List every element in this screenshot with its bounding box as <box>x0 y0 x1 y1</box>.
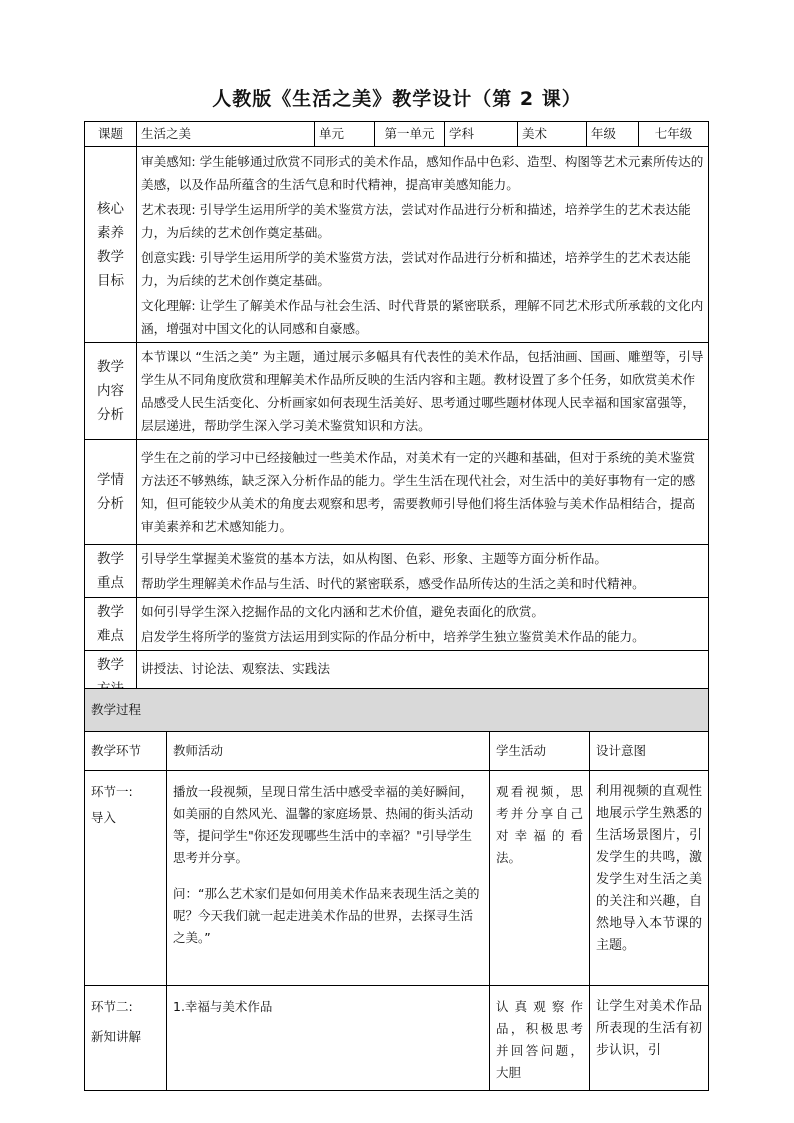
grade-value: 七年级 <box>639 122 709 147</box>
section-content <box>137 440 709 545</box>
column-header: 设计意图 <box>590 732 709 771</box>
column-header: 学生活动 <box>490 732 590 771</box>
stage-title: 环节二: <box>91 999 133 1014</box>
paragraph: 问：“那么艺术家们是如何用美术作品来表现生活之美的呢？今天我们就一起走进美术作品的世界，去探寻生活之美。” <box>173 886 480 945</box>
paragraph: 文化理解: 让学生了解美术作品与社会生活、时代背景的紧密联系，理解不同艺术形式所承载的文化内涵，增强对中国文化的认同感和自豪感。 <box>141 297 704 336</box>
section-content <box>137 147 709 343</box>
section-key-points <box>85 545 709 598</box>
design-intent: 利用视频的直观性地展示学生熟悉的生活场景图片，引发学生的共鸣，激发学生对生活之美的关注和兴趣，自然地导入本节课的主题。 <box>590 771 709 986</box>
section-label: 教学 内容 分析 <box>85 343 137 440</box>
paragraph: 创意实践: 引导学生运用所学的美术鉴赏方法，尝试对作品进行分析和描述，培养学生的艺术表达能力，为后续的艺术创作奠定基础。 <box>141 249 691 288</box>
section-label: 核心 素养 教学 目标 <box>85 147 137 343</box>
process-heading: 教学过程 <box>85 689 709 732</box>
paragraph: 艺术表现: 引导学生运用所学的美术鉴赏方法，尝试对作品进行分析和描述，培养学生的艺术表达能力，为后续的艺术创作奠定基础。 <box>141 201 691 240</box>
paragraph: 审美感知: 学生能够通过欣赏不同形式的美术作品，感知作品中色彩、造型、构图等艺术元素所传达的美感，以及作品所蕴含的生活气息和时代精神，提高审美感知能力。 <box>141 153 704 192</box>
subject-value: 美术 <box>518 122 587 147</box>
student-activity: 认真观察作品，积极思考并回答问题，大胆 <box>490 986 590 1091</box>
stage-title: 环节一: <box>91 784 133 799</box>
process-heading-row <box>85 689 709 732</box>
paragraph: 播放一段视频，呈现日常生活中感受幸福的美好瞬间，如美丽的自然风光、温馨的家庭场景、热闹的街头活动等，提问学生"你还发现哪些生活中的幸福？"引导学生思考并分享。 <box>173 784 474 865</box>
stage-name: 导入 <box>91 810 117 825</box>
unit-value: 第一单元 <box>375 122 445 147</box>
process-column-header <box>85 732 709 771</box>
teacher-activity <box>167 986 490 1091</box>
section-content <box>137 343 709 440</box>
section-label: 学情 分析 <box>85 440 137 545</box>
section-learner-analysis <box>85 440 709 545</box>
paragraph: 讲授法、讨论法、观察法、实践法 <box>141 661 330 676</box>
paragraph: 1.幸福与美术作品 <box>173 999 273 1014</box>
student-activity: 观看视频，思考并分享自己对幸福的看法。 <box>490 771 590 986</box>
process-row-intro <box>85 771 709 986</box>
stage-cell <box>85 771 167 986</box>
teaching-process-table <box>84 688 709 1091</box>
section-label: 教学 难点 <box>85 598 137 651</box>
paragraph: 如何引导学生深入挖掘作品的文化内涵和艺术价值，避免表面化的欣赏。 <box>141 604 544 619</box>
process-row-new-knowledge <box>85 986 709 1091</box>
topic-value: 生活之美 <box>137 122 315 147</box>
column-header: 教师活动 <box>167 732 490 771</box>
section-label: 教学 重点 <box>85 545 137 598</box>
stage-cell <box>85 986 167 1091</box>
section-label: 教学 <box>85 651 137 703</box>
stage-name: 新知讲解 <box>91 1029 142 1044</box>
topic-label: 课题 <box>85 122 137 147</box>
unit-label: 单元 <box>315 122 375 147</box>
section-content <box>137 545 709 598</box>
section-content-analysis <box>85 343 709 440</box>
section-difficulties <box>85 598 709 651</box>
section-core-goals <box>85 147 709 343</box>
paragraph: 学生在之前的学习中已经接触过一些美术作品，对美术有一定的兴趣和基础，但对于系统的美术鉴赏方法还不够熟练，缺乏深入分析作品的能力。学生生活在现代社会，对生活中的美好事物有一定的感知，但可能较少从美术的角度去观察和思考，需要教师引导他们将生活体验与美术作品相结合，提高审美素养和艺术感知能力。 <box>141 450 696 534</box>
paragraph: 本节课以 “生活之美” 为主题，通过展示多幅具有代表性的美术作品，包括油画、国画、雕塑等，引导学生从不同角度欣赏和理解美术作品所反映的生活内容和主题。教材设置了多个任务，如欣赏美术作品感受人民生活变化、分析画家如何表现生活美好、思考通过哪些题材体现人民幸福和国家富强等，层层递进，帮助学生深入学习美术鉴赏知识和方法。 <box>141 349 704 433</box>
teacher-activity <box>167 771 490 986</box>
column-header: 教学环节 <box>85 732 167 771</box>
subject-label: 学科 <box>445 122 518 147</box>
lesson-info-table <box>84 121 709 703</box>
section-content <box>137 598 709 651</box>
grade-label: 年级 <box>587 122 639 147</box>
paragraph: 帮助学生理解美术作品与生活、时代的紧密联系，感受作品所传达的生活之美和时代精神。 <box>141 576 645 591</box>
design-intent: 让学生对美术作品所表现的生活有初步认识，引 <box>590 986 709 1091</box>
info-row <box>85 122 709 147</box>
document-title: 人教版《生活之美》教学设计（第 2 课） <box>212 88 582 110</box>
paragraph: 启发学生将所学的鉴赏方法运用到实际的作品分析中，培养学生独立鉴赏美术作品的能力。 <box>141 629 645 644</box>
paragraph: 引导学生掌握美术鉴赏的基本方法，如从构图、色彩、形象、主题等方面分析作品。 <box>141 551 607 566</box>
